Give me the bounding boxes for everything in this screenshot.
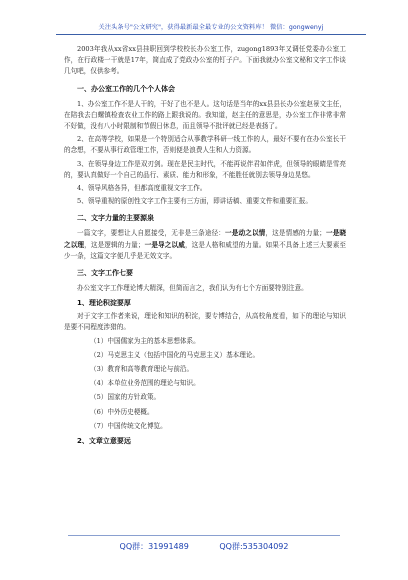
section-3-intro: 办公室文字工作理论博大精深，但简而言之，我们认为有七个方面要特别注意。	[77, 284, 308, 293]
section-2-text-a: 一篇文字，要想让人自愿接受，无非是三条途径：	[77, 229, 226, 238]
section-1-paragraph-5: 5、领导重视的原创性文字工作主要有三方面，即讲话稿、重要文件和重要汇报。	[77, 197, 312, 206]
document-body	[64, 44, 346, 449]
footer	[0, 541, 408, 552]
list-item: （2）马克思主义（包括中国化的马克思主义）基本理论。	[90, 350, 260, 359]
subsection-1-intro: 对于文字工作者来说，理论和知识的积淀，要专博结合，从高校角度看，如下的理论与知识是要不同程度涉猎的。	[64, 312, 346, 332]
header-banner	[56, 22, 366, 35]
section-2-heading: 二、文字力量的主要源泉	[77, 214, 154, 223]
list-item: （5）国家的方针政策。	[90, 393, 161, 402]
section-2-bold-2: 一是晓之以理	[64, 229, 347, 249]
section-2-text-c: ，这是逻辑的力量；	[84, 240, 145, 249]
list-item: （6）中外历史梗概。	[90, 407, 154, 416]
section-1-paragraph-1: 1、办公室工作不是人干的，干好了也不是人。这句话是当年的xx县县长办公室赵景文主任，在陪我去白螺镇检查农业工作的路上跟我说的。我知道，赵主任的意思是，办公室工作非常非常不好做，没有八小时限制和节假日休息，而且领导不批评就已经是表扬了。	[64, 99, 346, 131]
section-1-paragraph-3: 3、在领导身边工作是双刃剑。现在是民主时代，不能再说伴君如伴虎，但领导的眼睛是雪亮的，要认真做好一个自己的品行、素质、能力和形象，不能胜任就别去领导身边晃悠。	[64, 159, 346, 179]
list-item: （7）中国传统文化博览。	[90, 421, 167, 430]
section-1-paragraph-2: 2、在高等学校，如果是一个特别适合从事教学科研一线工作的人，最好不要有在办公室长干的念想，不要从事行政管理工作，否则便是浪费人生和人力资源。	[64, 135, 346, 155]
section-1-heading: 一、办公室工作的几个个人体会	[77, 84, 175, 93]
section-3-heading: 三、文字工作七要	[77, 269, 133, 278]
section-2-bold-3: 一是导之以威	[144, 240, 185, 249]
footer-qq-group-1: QQ群：31991489	[119, 542, 189, 551]
section-2-paragraph	[64, 228, 346, 262]
list-item: （3）教育和高等教育理论与前沿。	[90, 365, 194, 374]
list-item: （4）本单位业务范围的理论与知识。	[90, 379, 200, 388]
footer-qq-group-2: QQ群:535304092	[219, 542, 289, 551]
footer-divider	[68, 535, 340, 536]
header-banner-text: 关注头条号"公文研究"，获得最新最全最专业的公文资料库！ 微信：gongwenyj	[98, 24, 324, 31]
section-2-bold-1: 一是动之以情	[225, 229, 266, 238]
list-item: （1）中国儒家为主的基本思想体系。	[90, 336, 200, 345]
subsection-2-heading: 2、文章立意要远	[77, 437, 131, 446]
section-2-text-d: ，这是人格和威望的力量。如果不具备上述三大要素至少一条，这篇文字便几乎是无效文字。	[64, 240, 347, 260]
subsection-1-heading: 1、理论积淀要厚	[77, 299, 131, 308]
intro-paragraph: 2003年我从xx省xx县挂职回到学校校长办公室工作，zugong1893年又调任党委办公室工作，在行政楼一干就是17年，简直成了党政办公室的钉子户。下面我就办公室文秘和文字工作谈几句吧，仅供参考。	[64, 45, 346, 76]
section-1-paragraph-4: 4、领导风格各异，但都高度重视文字工作。	[77, 184, 207, 193]
section-2-text-b: ，这是情感的力量；	[265, 229, 326, 238]
